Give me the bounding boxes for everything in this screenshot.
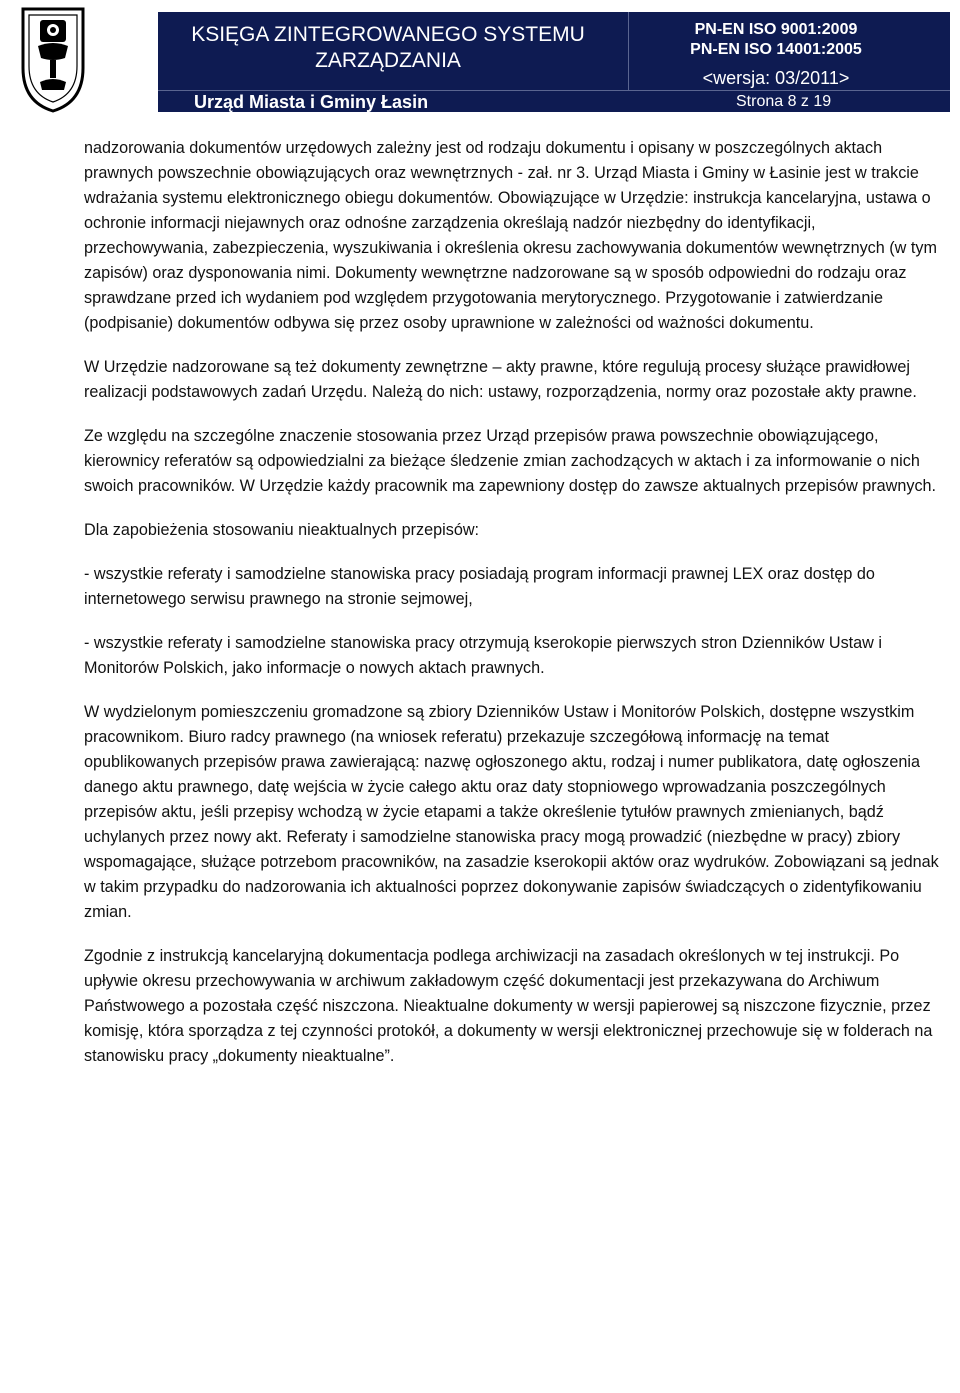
header-divider-horizontal: [158, 90, 950, 91]
page-number: Strona 8 z 19: [736, 93, 832, 110]
document-title: [168, 22, 608, 74]
document-title-line1: KSIĘGA ZINTEGROWANEGO SYSTEMU: [191, 23, 585, 46]
paragraph: nadzorowania dokumentów urzędowych zależny jest od rodzaju dokumentu i opisany w poszczególnych aktach prawnych powszechnie obowiązujących oraz wewnętrznych - zał. nr 3. Urząd Miasta i Gminy w Łasinie jest w trakcie wdrażania systemu elektronicznego obiegu dokumentów. Obowiązujące w Urzędzie: instrukcja kancelaryjna, ustawa o ochronie informacji niejawnych oraz odnośne zarządzenia określają nadzór niezbędny do identyfikacji, przechowywania, zabezpieczenia, wyszukiwania i określenia okresu zachowywania dokumentów wewnętrznych (w tym zapisów) oraz dysponowania nimi. Dokumenty wewnętrzne nadzorowane są w sposób odpowiedni do rodzaju oraz sprawdzane przed ich wydaniem pod względem przygotowania merytorycznego. Przygotowanie i zatwierdzanie (podpisanie) dokumentów odbywa się przez osoby uprawnione w zależności od ważności dokumentu.: [84, 139, 937, 332]
document-version: <wersja: 03/2011>: [702, 68, 850, 88]
iso-14001: PN-EN ISO 14001:2005: [690, 41, 862, 58]
paragraph: W wydzielonym pomieszczeniu gromadzone są zbiory Dzienników Ustaw i Monitorów Polskich, dostępne wszystkim pracownikom. Biuro radcy prawnego (na wniosek referatu) przekazuje szczegółową informację na temat opublikowanych przepisów prawa zawierającą: nazwę ogłoszonego aktu, rodzaj i numer publikatora, datę ogłoszenia danego aktu prawnego, datę wejścia w życie całego aktu oraz daty stopniowego wprowadzania poszczególnych przepisów aktu, jeśli przepisy wchodzą w życie etapami a także określenie tytułów prawnych zmienianych, bądź uchylanych przez nowy akt. Referaty i samodzielne stanowiska pracy mogą prowadzić (niezbędne w pracy) zbiory wspomagające, służące potrzebom pracowników, na zasadzie kserokopii aktów oraz wydruków. Zobowiązani są jednak w takim przypadku do nadzorowania ich aktualności poprzez dokonywanie zapisów świadczących o zidentyfikowaniu zmian.: [84, 703, 939, 921]
iso-9001: PN-EN ISO 9001:2009: [694, 21, 858, 38]
paragraph: W Urzędzie nadzorowane są też dokumenty zewnętrzne – akty prawne, które regulują procesy służące prawidłowej realizacji podstawowych zadań Urzędu. Należą do nich: ustawy, rozporządzenia, normy oraz pozostałe akty prawne.: [84, 358, 917, 401]
paragraph: Ze względu na szczególne znaczenie stosowania przez Urząd przepisów prawa powszechnie obowiązującego, kierownicy referatów są odpowiedzialni za bieżące śledzenie zmian zachodzących w aktach i za informowanie o nich swoich pracowników. W Urzędzie każdy pracownik ma zapewniony dostęp do zawsze aktualnych przepisów prawnych.: [84, 427, 937, 495]
office-name: Urząd Miasta i Gminy Łasin: [194, 92, 429, 112]
header-divider-vertical: [628, 12, 629, 90]
paragraph: Dla zapobieżenia stosowaniu nieaktualnych przepisów:: [84, 521, 480, 539]
document-title-line2: ZARZĄDZANIA: [315, 49, 461, 72]
iso-standards: [636, 20, 916, 60]
list-item: - wszystkie referaty i samodzielne stanowiska pracy posiadają program informacji prawnej LEX oraz dostęp do internetowego serwisu prawnego na stronie sejmowej,: [84, 565, 875, 608]
paragraph: Zgodnie z instrukcją kancelaryjną dokumentacja podlega archiwizacji na zasadach określonych w tej instrukcji. Po upływie okresu przechowywania w archiwum zakładowym część dokumentacji jest przekazywana do Archiwum Państwowego a pozostała część niszczona. Nieaktualne dokumenty w wersji papierowej są niszczone fizycznie, przez komisję, która sporządza z tej czynności protokół, a dokumenty w wersji elektronicznej przechowuje się w folderach na stanowisku pracy „dokumenty nieaktualne”.: [84, 947, 933, 1065]
town-crest-icon: [20, 6, 86, 114]
list-item: - wszystkie referaty i samodzielne stanowiska pracy otrzymują kserokopie pierwszych stron Dzienników Ustaw i Monitorów Polskich, jako informacje o nowych aktach prawnych.: [84, 634, 882, 677]
header-band: [158, 12, 950, 112]
page-header: [0, 0, 960, 122]
document-body: [84, 136, 940, 1088]
